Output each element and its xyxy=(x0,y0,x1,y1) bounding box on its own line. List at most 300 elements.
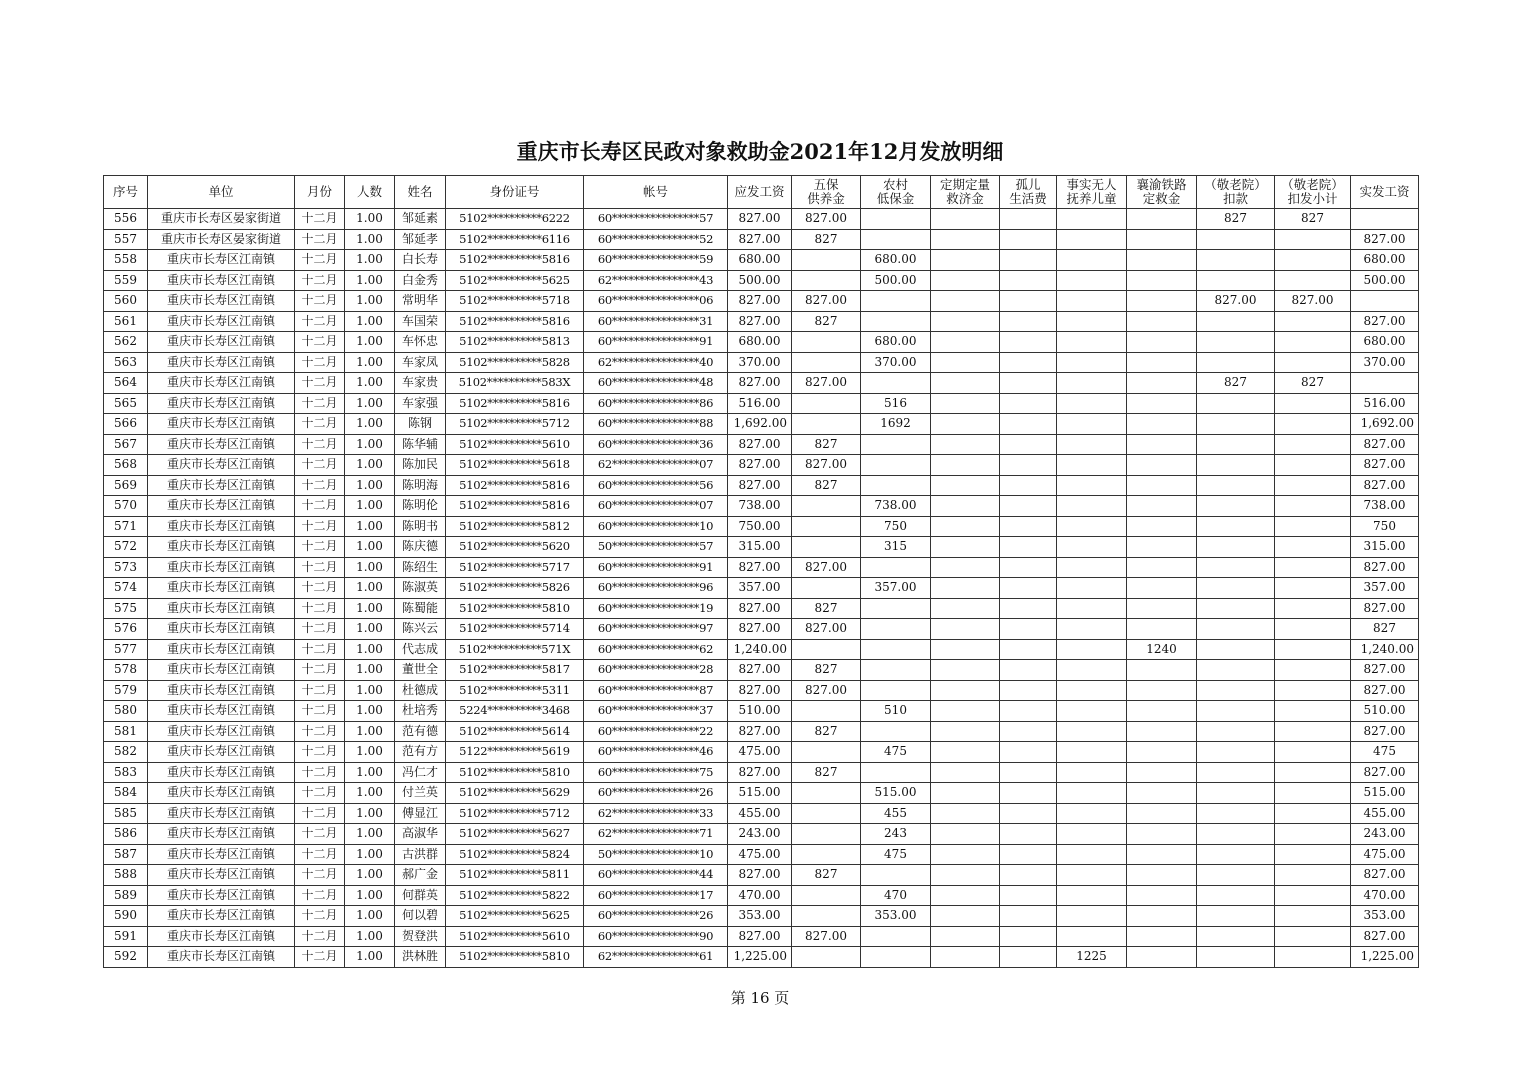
cell-dingqi xyxy=(931,619,1000,640)
cell-dingqi xyxy=(931,742,1000,763)
cell-shishi xyxy=(1057,639,1127,660)
table-row xyxy=(104,619,1419,640)
table-row xyxy=(104,332,1419,353)
cell-dibao: 1692 xyxy=(861,414,931,435)
table-row xyxy=(104,680,1419,701)
cell-xiangyu xyxy=(1127,209,1197,230)
cell-id_no: 5224**********3468 xyxy=(446,701,584,722)
cell-unit: 重庆市长寿区江南镇 xyxy=(148,270,295,291)
cell-people: 1.00 xyxy=(345,475,395,496)
cell-wubao: 827 xyxy=(792,434,861,455)
cell-wubao: 827.00 xyxy=(792,455,861,476)
cell-payable: 370.00 xyxy=(728,352,792,373)
cell-guer xyxy=(1000,557,1057,578)
cell-dingqi xyxy=(931,455,1000,476)
cell-account: 60****************59 xyxy=(584,250,728,271)
cell-jly_deduct xyxy=(1197,557,1275,578)
cell-seq: 580 xyxy=(104,701,148,722)
cell-account: 60****************87 xyxy=(584,680,728,701)
cell-name: 白金秀 xyxy=(395,270,446,291)
cell-jly_deduct xyxy=(1197,598,1275,619)
cell-seq: 559 xyxy=(104,270,148,291)
cell-unit: 重庆市长寿区江南镇 xyxy=(148,598,295,619)
cell-month: 十二月 xyxy=(295,516,345,537)
cell-actual xyxy=(1351,291,1419,312)
cell-id_no: 5102**********571X xyxy=(446,639,584,660)
table-row xyxy=(104,721,1419,742)
cell-jly_subtotal xyxy=(1275,414,1351,435)
cell-unit: 重庆市长寿区江南镇 xyxy=(148,475,295,496)
cell-id_no: 5102**********5810 xyxy=(446,598,584,619)
cell-seq: 577 xyxy=(104,639,148,660)
cell-name: 陈淑英 xyxy=(395,578,446,599)
table-row xyxy=(104,475,1419,496)
cell-wubao xyxy=(792,803,861,824)
cell-name: 高淑华 xyxy=(395,824,446,845)
cell-id_no: 5102**********5712 xyxy=(446,803,584,824)
cell-name: 邹延孝 xyxy=(395,229,446,250)
cell-jly_subtotal xyxy=(1275,721,1351,742)
cell-shishi xyxy=(1057,352,1127,373)
cell-payable: 315.00 xyxy=(728,537,792,558)
cell-id_no: 5102**********5718 xyxy=(446,291,584,312)
cell-name: 古洪群 xyxy=(395,844,446,865)
cell-month: 十二月 xyxy=(295,762,345,783)
cell-people: 1.00 xyxy=(345,229,395,250)
table-row xyxy=(104,291,1419,312)
cell-guer xyxy=(1000,906,1057,927)
cell-name: 陈绍生 xyxy=(395,557,446,578)
cell-guer xyxy=(1000,455,1057,476)
cell-actual: 827.00 xyxy=(1351,926,1419,947)
cell-dingqi xyxy=(931,229,1000,250)
cell-dibao: 515.00 xyxy=(861,783,931,804)
cell-actual: 827.00 xyxy=(1351,229,1419,250)
cell-unit: 重庆市长寿区江南镇 xyxy=(148,885,295,906)
cell-people: 1.00 xyxy=(345,701,395,722)
cell-payable: 750.00 xyxy=(728,516,792,537)
cell-month: 十二月 xyxy=(295,742,345,763)
cell-jly_subtotal xyxy=(1275,537,1351,558)
cell-id_no: 5102**********6116 xyxy=(446,229,584,250)
cell-name: 陈华辅 xyxy=(395,434,446,455)
table-row xyxy=(104,209,1419,230)
cell-xiangyu xyxy=(1127,557,1197,578)
relief-payment-table xyxy=(103,175,1419,968)
cell-jly_deduct xyxy=(1197,434,1275,455)
table-row xyxy=(104,311,1419,332)
cell-people: 1.00 xyxy=(345,639,395,660)
cell-shishi xyxy=(1057,516,1127,537)
cell-account: 60****************91 xyxy=(584,557,728,578)
cell-name: 付兰英 xyxy=(395,783,446,804)
cell-dibao xyxy=(861,762,931,783)
cell-account: 60****************86 xyxy=(584,393,728,414)
cell-jly_subtotal: 827 xyxy=(1275,373,1351,394)
cell-id_no: 5102**********5810 xyxy=(446,947,584,968)
cell-people: 1.00 xyxy=(345,721,395,742)
cell-guer xyxy=(1000,619,1057,640)
cell-account: 60****************46 xyxy=(584,742,728,763)
cell-shishi xyxy=(1057,270,1127,291)
cell-unit: 重庆市长寿区江南镇 xyxy=(148,311,295,332)
cell-dingqi xyxy=(931,414,1000,435)
cell-id_no: 5102**********5816 xyxy=(446,250,584,271)
cell-jly_subtotal xyxy=(1275,926,1351,947)
cell-id_no: 5102**********5824 xyxy=(446,844,584,865)
cell-wubao xyxy=(792,885,861,906)
cell-payable: 1,225.00 xyxy=(728,947,792,968)
cell-guer xyxy=(1000,639,1057,660)
cell-people: 1.00 xyxy=(345,209,395,230)
cell-jly_deduct xyxy=(1197,639,1275,660)
cell-account: 60****************57 xyxy=(584,209,728,230)
cell-payable: 827.00 xyxy=(728,557,792,578)
cell-dingqi xyxy=(931,824,1000,845)
cell-xiangyu xyxy=(1127,393,1197,414)
table-row xyxy=(104,393,1419,414)
cell-unit: 重庆市长寿区江南镇 xyxy=(148,537,295,558)
cell-account: 60****************19 xyxy=(584,598,728,619)
cell-jly_deduct xyxy=(1197,250,1275,271)
cell-seq: 591 xyxy=(104,926,148,947)
cell-jly_subtotal xyxy=(1275,762,1351,783)
cell-seq: 561 xyxy=(104,311,148,332)
cell-id_no: 5102**********5629 xyxy=(446,783,584,804)
cell-id_no: 5102**********5610 xyxy=(446,434,584,455)
cell-unit: 重庆市长寿区江南镇 xyxy=(148,250,295,271)
cell-name: 冯仁才 xyxy=(395,762,446,783)
cell-seq: 568 xyxy=(104,455,148,476)
table-row xyxy=(104,639,1419,660)
cell-account: 60****************37 xyxy=(584,701,728,722)
cell-jly_subtotal xyxy=(1275,475,1351,496)
column-header-dibao: 农村 低保金 xyxy=(861,176,931,209)
cell-actual: 827.00 xyxy=(1351,721,1419,742)
cell-wubao xyxy=(792,250,861,271)
cell-actual: 516.00 xyxy=(1351,393,1419,414)
cell-wubao: 827 xyxy=(792,721,861,742)
cell-seq: 585 xyxy=(104,803,148,824)
cell-account: 60****************44 xyxy=(584,865,728,886)
table-row xyxy=(104,742,1419,763)
cell-payable: 827.00 xyxy=(728,291,792,312)
cell-dingqi xyxy=(931,598,1000,619)
cell-xiangyu xyxy=(1127,762,1197,783)
cell-name: 陈庆德 xyxy=(395,537,446,558)
cell-month: 十二月 xyxy=(295,680,345,701)
cell-shishi xyxy=(1057,393,1127,414)
cell-account: 62****************33 xyxy=(584,803,728,824)
cell-xiangyu xyxy=(1127,742,1197,763)
cell-month: 十二月 xyxy=(295,619,345,640)
cell-actual: 243.00 xyxy=(1351,824,1419,845)
cell-jly_deduct xyxy=(1197,783,1275,804)
cell-id_no: 5102**********5817 xyxy=(446,660,584,681)
cell-people: 1.00 xyxy=(345,844,395,865)
table-row xyxy=(104,947,1419,968)
cell-seq: 590 xyxy=(104,906,148,927)
cell-jly_subtotal xyxy=(1275,803,1351,824)
cell-dingqi xyxy=(931,311,1000,332)
cell-account: 60****************62 xyxy=(584,639,728,660)
cell-actual: 827.00 xyxy=(1351,557,1419,578)
cell-dingqi xyxy=(931,639,1000,660)
cell-guer xyxy=(1000,783,1057,804)
cell-month: 十二月 xyxy=(295,270,345,291)
cell-guer xyxy=(1000,701,1057,722)
cell-dingqi xyxy=(931,926,1000,947)
cell-dingqi xyxy=(931,475,1000,496)
table-row xyxy=(104,578,1419,599)
cell-people: 1.00 xyxy=(345,537,395,558)
cell-unit: 重庆市长寿区江南镇 xyxy=(148,639,295,660)
cell-dibao xyxy=(861,311,931,332)
cell-people: 1.00 xyxy=(345,947,395,968)
cell-xiangyu xyxy=(1127,496,1197,517)
cell-xiangyu xyxy=(1127,516,1197,537)
cell-guer xyxy=(1000,250,1057,271)
cell-seq: 584 xyxy=(104,783,148,804)
cell-wubao: 827.00 xyxy=(792,373,861,394)
cell-people: 1.00 xyxy=(345,352,395,373)
cell-name: 陈明伦 xyxy=(395,496,446,517)
cell-dingqi xyxy=(931,803,1000,824)
cell-unit: 重庆市长寿区江南镇 xyxy=(148,578,295,599)
cell-jly_deduct xyxy=(1197,721,1275,742)
cell-dibao: 353.00 xyxy=(861,906,931,927)
cell-dibao: 738.00 xyxy=(861,496,931,517)
cell-guer xyxy=(1000,865,1057,886)
cell-dingqi xyxy=(931,537,1000,558)
cell-name: 何以碧 xyxy=(395,906,446,927)
cell-xiangyu xyxy=(1127,578,1197,599)
cell-wubao xyxy=(792,496,861,517)
cell-id_no: 5122**********5619 xyxy=(446,742,584,763)
cell-seq: 572 xyxy=(104,537,148,558)
cell-guer xyxy=(1000,680,1057,701)
cell-guer xyxy=(1000,414,1057,435)
cell-guer xyxy=(1000,762,1057,783)
cell-guer xyxy=(1000,209,1057,230)
cell-jly_deduct xyxy=(1197,332,1275,353)
cell-month: 十二月 xyxy=(295,455,345,476)
cell-jly_deduct xyxy=(1197,352,1275,373)
cell-jly_deduct xyxy=(1197,844,1275,865)
cell-unit: 重庆市长寿区江南镇 xyxy=(148,721,295,742)
cell-payable: 827.00 xyxy=(728,619,792,640)
table-row xyxy=(104,229,1419,250)
cell-xiangyu xyxy=(1127,229,1197,250)
cell-dingqi xyxy=(931,865,1000,886)
cell-account: 60****************96 xyxy=(584,578,728,599)
cell-id_no: 5102**********6222 xyxy=(446,209,584,230)
cell-jly_subtotal xyxy=(1275,311,1351,332)
cell-guer xyxy=(1000,598,1057,619)
cell-xiangyu xyxy=(1127,455,1197,476)
cell-xiangyu xyxy=(1127,783,1197,804)
cell-jly_deduct xyxy=(1197,619,1275,640)
cell-shishi xyxy=(1057,209,1127,230)
cell-name: 陈明海 xyxy=(395,475,446,496)
cell-actual: 827.00 xyxy=(1351,455,1419,476)
cell-account: 60****************22 xyxy=(584,721,728,742)
cell-dibao xyxy=(861,475,931,496)
cell-dibao: 243 xyxy=(861,824,931,845)
cell-jly_subtotal xyxy=(1275,496,1351,517)
cell-people: 1.00 xyxy=(345,926,395,947)
cell-seq: 567 xyxy=(104,434,148,455)
cell-unit: 重庆市长寿区江南镇 xyxy=(148,434,295,455)
cell-guer xyxy=(1000,352,1057,373)
cell-actual: 470.00 xyxy=(1351,885,1419,906)
cell-payable: 1,240.00 xyxy=(728,639,792,660)
cell-dingqi xyxy=(931,701,1000,722)
cell-wubao xyxy=(792,414,861,435)
cell-dibao: 750 xyxy=(861,516,931,537)
cell-payable: 516.00 xyxy=(728,393,792,414)
cell-jly_deduct xyxy=(1197,906,1275,927)
cell-dingqi xyxy=(931,434,1000,455)
cell-xiangyu xyxy=(1127,291,1197,312)
cell-name: 何群英 xyxy=(395,885,446,906)
table-row xyxy=(104,865,1419,886)
table-row xyxy=(104,250,1419,271)
cell-people: 1.00 xyxy=(345,516,395,537)
table-row xyxy=(104,434,1419,455)
table-body xyxy=(104,209,1419,968)
cell-guer xyxy=(1000,885,1057,906)
cell-dibao xyxy=(861,557,931,578)
cell-payable: 827.00 xyxy=(728,209,792,230)
cell-name: 常明华 xyxy=(395,291,446,312)
cell-actual: 827.00 xyxy=(1351,865,1419,886)
cell-name: 陈明书 xyxy=(395,516,446,537)
cell-month: 十二月 xyxy=(295,557,345,578)
cell-guer xyxy=(1000,742,1057,763)
cell-dibao xyxy=(861,660,931,681)
cell-jly_subtotal xyxy=(1275,680,1351,701)
cell-shishi xyxy=(1057,578,1127,599)
cell-xiangyu xyxy=(1127,721,1197,742)
cell-account: 60****************90 xyxy=(584,926,728,947)
cell-month: 十二月 xyxy=(295,578,345,599)
cell-wubao xyxy=(792,270,861,291)
cell-jly_deduct: 827 xyxy=(1197,373,1275,394)
cell-seq: 566 xyxy=(104,414,148,435)
cell-shishi xyxy=(1057,291,1127,312)
cell-jly_subtotal xyxy=(1275,393,1351,414)
cell-account: 60****************06 xyxy=(584,291,728,312)
cell-dingqi xyxy=(931,209,1000,230)
cell-people: 1.00 xyxy=(345,332,395,353)
column-header-account: 帐号 xyxy=(584,176,728,209)
cell-name: 洪林胜 xyxy=(395,947,446,968)
cell-people: 1.00 xyxy=(345,803,395,824)
cell-jly_deduct: 827 xyxy=(1197,209,1275,230)
cell-people: 1.00 xyxy=(345,742,395,763)
column-header-people: 人数 xyxy=(345,176,395,209)
cell-payable: 357.00 xyxy=(728,578,792,599)
cell-jly_deduct xyxy=(1197,680,1275,701)
column-header-id_no: 身份证号 xyxy=(446,176,584,209)
cell-month: 十二月 xyxy=(295,250,345,271)
cell-account: 60****************10 xyxy=(584,516,728,537)
cell-wubao xyxy=(792,701,861,722)
cell-guer xyxy=(1000,844,1057,865)
cell-dibao: 470 xyxy=(861,885,931,906)
cell-payable: 510.00 xyxy=(728,701,792,722)
cell-jly_deduct xyxy=(1197,701,1275,722)
cell-wubao xyxy=(792,578,861,599)
cell-account: 50****************57 xyxy=(584,537,728,558)
cell-seq: 571 xyxy=(104,516,148,537)
cell-guer xyxy=(1000,434,1057,455)
cell-dibao xyxy=(861,865,931,886)
cell-wubao xyxy=(792,537,861,558)
table-row xyxy=(104,844,1419,865)
cell-wubao xyxy=(792,332,861,353)
cell-payable: 680.00 xyxy=(728,332,792,353)
cell-guer xyxy=(1000,660,1057,681)
cell-shishi xyxy=(1057,721,1127,742)
cell-unit: 重庆市长寿区江南镇 xyxy=(148,762,295,783)
cell-payable: 353.00 xyxy=(728,906,792,927)
cell-people: 1.00 xyxy=(345,455,395,476)
cell-jly_deduct xyxy=(1197,496,1275,517)
cell-wubao: 827 xyxy=(792,660,861,681)
cell-dibao: 475 xyxy=(861,742,931,763)
cell-dibao: 680.00 xyxy=(861,332,931,353)
cell-account: 60****************26 xyxy=(584,906,728,927)
cell-jly_deduct xyxy=(1197,885,1275,906)
cell-jly_subtotal xyxy=(1275,885,1351,906)
cell-account: 60****************88 xyxy=(584,414,728,435)
cell-actual: 455.00 xyxy=(1351,803,1419,824)
cell-id_no: 5102**********5811 xyxy=(446,865,584,886)
column-header-payable: 应发工资 xyxy=(728,176,792,209)
cell-actual: 827.00 xyxy=(1351,598,1419,619)
cell-shishi xyxy=(1057,229,1127,250)
cell-xiangyu xyxy=(1127,414,1197,435)
cell-dibao xyxy=(861,455,931,476)
cell-name: 邹延素 xyxy=(395,209,446,230)
cell-jly_subtotal xyxy=(1275,578,1351,599)
cell-guer xyxy=(1000,516,1057,537)
cell-unit: 重庆市长寿区江南镇 xyxy=(148,701,295,722)
cell-name: 范有方 xyxy=(395,742,446,763)
cell-jly_subtotal xyxy=(1275,598,1351,619)
column-header-actual: 实发工资 xyxy=(1351,176,1419,209)
cell-xiangyu xyxy=(1127,906,1197,927)
cell-people: 1.00 xyxy=(345,414,395,435)
cell-unit: 重庆市长寿区江南镇 xyxy=(148,332,295,353)
cell-wubao xyxy=(792,742,861,763)
cell-unit: 重庆市长寿区江南镇 xyxy=(148,496,295,517)
cell-dibao: 680.00 xyxy=(861,250,931,271)
cell-shishi: 1225 xyxy=(1057,947,1127,968)
cell-name: 董世全 xyxy=(395,660,446,681)
cell-unit: 重庆市长寿区江南镇 xyxy=(148,947,295,968)
cell-dibao xyxy=(861,619,931,640)
cell-people: 1.00 xyxy=(345,762,395,783)
cell-month: 十二月 xyxy=(295,496,345,517)
cell-wubao: 827.00 xyxy=(792,680,861,701)
cell-people: 1.00 xyxy=(345,619,395,640)
cell-wubao xyxy=(792,947,861,968)
cell-wubao: 827.00 xyxy=(792,291,861,312)
cell-month: 十二月 xyxy=(295,332,345,353)
